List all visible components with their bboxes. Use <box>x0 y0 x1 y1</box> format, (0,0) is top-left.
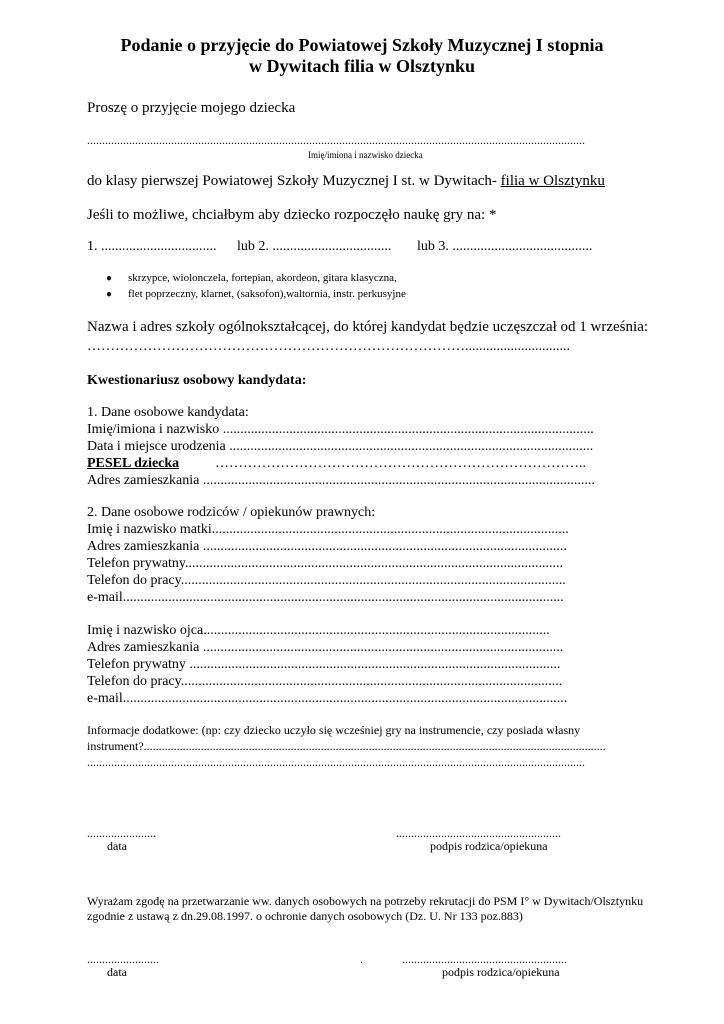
consent-text-2: zgodnie z ustawą z dn.29.08.1997. o ochronie danych osobowych (Dz. U. Nr 133 poz.883) <box>87 909 523 923</box>
request-text: Proszę o przyjęcie mojego dziecka <box>87 100 296 116</box>
mother-address-field[interactable]: Adres zamieszkania ........................................................................................................ <box>87 539 567 554</box>
mother-email-field[interactable]: e-mail.............................................................................................................................. <box>87 590 564 605</box>
father-phone-field[interactable]: Telefon prywatny .......................................................................................................... <box>87 657 561 672</box>
class-text <box>87 173 605 190</box>
father-work-phone-field[interactable]: Telefon do pracy............................................................................................................. <box>87 674 563 689</box>
instrument-list-item: flet poprzeczny, klarnet, (saksofon),waltornia, instr. perkusyjne <box>128 288 406 300</box>
date-label: data <box>107 839 127 853</box>
instrument-choice-1[interactable]: 1. ................................. <box>87 239 217 254</box>
signature-label-2: podpis rodzica/opiekuna <box>442 965 560 979</box>
father-address-field[interactable]: Adres zamieszkania ....................................................................................................... <box>87 640 564 655</box>
date-label-2: data <box>107 965 127 979</box>
consent-text: Wyrażam zgodę na przetwarzanie ww. danych osobowych na potrzeby rekrutacji do PSM I° w Dywitach/Olsztynku <box>87 894 644 908</box>
class-text-main: do klasy pierwszej Powiatowej Szkoły Muzycznej I st. w Dywitach- <box>87 173 501 189</box>
instrument-choice-2[interactable]: lub 2. .................................. <box>237 239 392 254</box>
instrument-list-item: skrzypce, wiolonczela, fortepian, akordeon, gitara klasyczna, <box>128 272 397 284</box>
date-field-2[interactable]: ........................ <box>87 952 159 966</box>
page-title: Podanie o przyjęcie do Powiatowej Szkoły Muzycznej I stopnia <box>120 35 604 55</box>
additional-info-field-2[interactable]: ...................................................................................................................................................................... <box>87 755 585 769</box>
father-email-field[interactable]: e-mail............................................................................................................................... <box>87 691 568 706</box>
additional-info-field[interactable]: instrument?.......................................................................................................................................................... <box>87 739 606 753</box>
section-1-heading: 1. Dane osobowe kandydata: <box>87 405 249 420</box>
child-name-field[interactable]: ...................................................................................................................................................................... <box>87 133 585 147</box>
mother-work-phone-field[interactable]: Telefon do pracy.............................................................................................................. <box>87 573 566 588</box>
section-2-heading: 2. Dane osobowe rodziców / opiekunów prawnych: <box>87 505 376 520</box>
candidate-name-field[interactable]: Imię/imiona i nazwisko .......................................................................................................... <box>87 422 594 437</box>
school-label: Nazwa i adres szkoły ogólnokształcącej, do której kandydat będzie uczęszczał od 1 września: <box>87 319 649 335</box>
mother-name-field[interactable]: Imię i nazwisko matki...................................................................................................... <box>87 522 569 537</box>
signature-field[interactable]: ....................................................... <box>396 826 561 840</box>
questionnaire-heading: Kwestionariusz osobowy kandydata: <box>87 373 307 388</box>
candidate-address-field[interactable]: Adres zamieszkania ................................................................................................................ <box>87 473 595 488</box>
additional-info-label: Informacje dodatkowe: (np: czy dziecko uczyło się wcześniej gry na instrumencie, czy posiada własny <box>87 723 581 737</box>
bullet-icon: ● <box>106 273 113 284</box>
pesel-label: PESEL dziecka <box>87 456 180 471</box>
father-name-field[interactable]: Imię i nazwisko ojca................................................................................................... <box>87 623 550 638</box>
instrument-question: Jeśli to możliwe, chciałbym aby dziecko rozpoczęło naukę gry na: * <box>87 207 497 223</box>
separator-dot: . <box>360 952 363 966</box>
child-name-caption: Imię/imiona i nazwisko dziecka <box>308 150 423 160</box>
signature-field-2[interactable]: ....................................................... <box>402 952 567 966</box>
page-subtitle: w Dywitach filia w Olsztynku <box>248 56 475 76</box>
signature-label: podpis rodzica/opiekuna <box>430 839 548 853</box>
pesel-field[interactable]: …………………………………………………………………….. <box>215 456 586 471</box>
class-branch: filia w Olsztynku <box>500 173 605 189</box>
school-field[interactable]: ……………………………………………………………………….............................. <box>87 339 570 354</box>
instrument-choice-3[interactable]: lub 3. ........................................ <box>417 239 593 254</box>
date-field[interactable]: ....................... <box>87 826 156 840</box>
bullet-icon: ● <box>106 289 113 300</box>
candidate-birth-field[interactable]: Data i miejsce urodzenia ........................................................................................................ <box>87 439 594 454</box>
mother-phone-field[interactable]: Telefon prywatny............................................................................................................ <box>87 556 564 571</box>
